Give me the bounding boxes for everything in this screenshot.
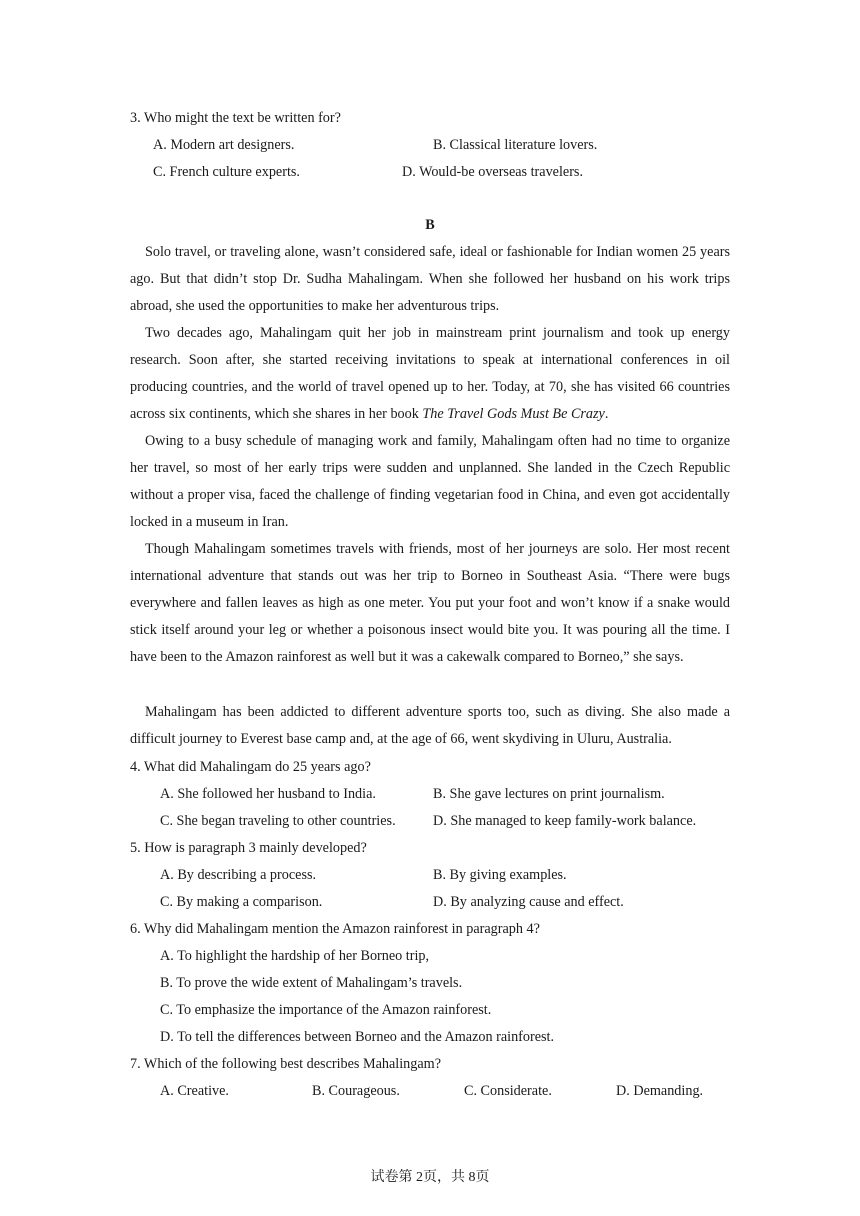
question-7-option-b: B. Courageous. — [312, 1083, 400, 1099]
question-3-option-d: D. Would-be overseas travelers. — [402, 164, 584, 180]
question-3-option-a: A. Modern art designers. — [153, 137, 295, 153]
question-5-stem: 5. How is paragraph 3 mainly developed? — [130, 840, 367, 856]
question-4-option-a: A. She followed her husband to India. — [160, 786, 376, 802]
paragraph-2-text: Two decades ago, Mahalingam quit her job in mainstream print journalism and took up energy research. Soon after, she started receiving invitations to speak at international conferences in oil producing countries, and the world of travel opened up to her. Today, at 70, she has visited 66 countries across six continents, which she shares in her book — [130, 325, 730, 422]
question-3-stem: 3. Who might the text be written for? — [130, 110, 341, 126]
question-4-option-b: B. She gave lectures on print journalism. — [433, 786, 665, 802]
paragraph-2-end: . — [604, 406, 609, 422]
question-7-option-a: A. Creative. — [160, 1083, 229, 1099]
question-6-stem: 6. Why did Mahalingam mention the Amazon rainforest in paragraph 4? — [130, 921, 540, 937]
page-footer: 试卷第 2页，共 8页 — [370, 1170, 490, 1185]
question-6-option-d: D. To tell the differences between Borneo and the Amazon rainforest. — [160, 1029, 555, 1045]
question-5-option-b: B. By giving examples. — [433, 867, 567, 883]
question-5-option-a: A. By describing a process. — [160, 867, 317, 883]
passage-paragraph-4: Though Mahalingam sometimes travels with friends, most of her journeys are solo. Her most recent international adventure that stands out was her trip to Borneo in Southeast Asia. “There were bugs everywhere and fallen leaves as high as one meter. You put your foot and won’t know if a snake would stick itself around your leg or whether a poisonous insect would bite you. It was pouring all the time. I have been to the Amazon rainforest as well but it was a cakewalk compared to Borneo,” she says. — [130, 541, 730, 665]
book-title: The Travel Gods Must Be Crazy — [422, 406, 605, 422]
passage-paragraph-5: Mahalingam has been addicted to different adventure sports too, such as diving. She also made a difficult journey to Everest base camp and, at the age of 66, went skydiving in Uluru, Australia. — [130, 704, 730, 747]
question-5-option-d: D. By analyzing cause and effect. — [433, 894, 624, 910]
question-6-option-b: B. To prove the wide extent of Mahalingam’s travels. — [160, 975, 463, 991]
question-7-option-c: C. Considerate. — [464, 1083, 552, 1099]
passage-paragraph-1: Solo travel, or traveling alone, wasn’t considered safe, ideal or fashionable for Indian women 25 years ago. But that didn’t stop Dr. Sudha Mahalingam. When she followed her husband on his work trips abroad, she used the opportunities to make her adventurous trips. — [130, 244, 730, 314]
question-3-option-b: B. Classical literature lovers. — [433, 137, 598, 153]
question-4-option-d: D. She managed to keep family-work balance. — [433, 813, 697, 829]
question-4-stem: 4. What did Mahalingam do 25 years ago? — [130, 759, 371, 775]
question-3-option-c: C. French culture experts. — [153, 164, 300, 180]
question-6-option-c: C. To emphasize the importance of the Amazon rainforest. — [160, 1002, 492, 1018]
passage-paragraph-3: Owing to a busy schedule of managing work and family, Mahalingam often had no time to organize her travel, so most of her early trips were sudden and unplanned. She landed in the Czech Republic without a proper visa, faced the challenge of finding vegetarian food in China, and even got accidentally locked in a museum in Iran. — [130, 433, 730, 530]
passage-paragraph-2 — [130, 320, 730, 428]
question-6-option-a: A. To highlight the hardship of her Borneo trip, — [160, 948, 430, 964]
question-7-stem: 7. Which of the following best describes Mahalingam? — [130, 1056, 441, 1072]
question-4-option-c: C. She began traveling to other countries. — [160, 813, 396, 829]
question-5-option-c: C. By making a comparison. — [160, 894, 323, 910]
question-7-option-d: D. Demanding. — [616, 1083, 704, 1099]
section-title-b: B — [425, 217, 435, 233]
